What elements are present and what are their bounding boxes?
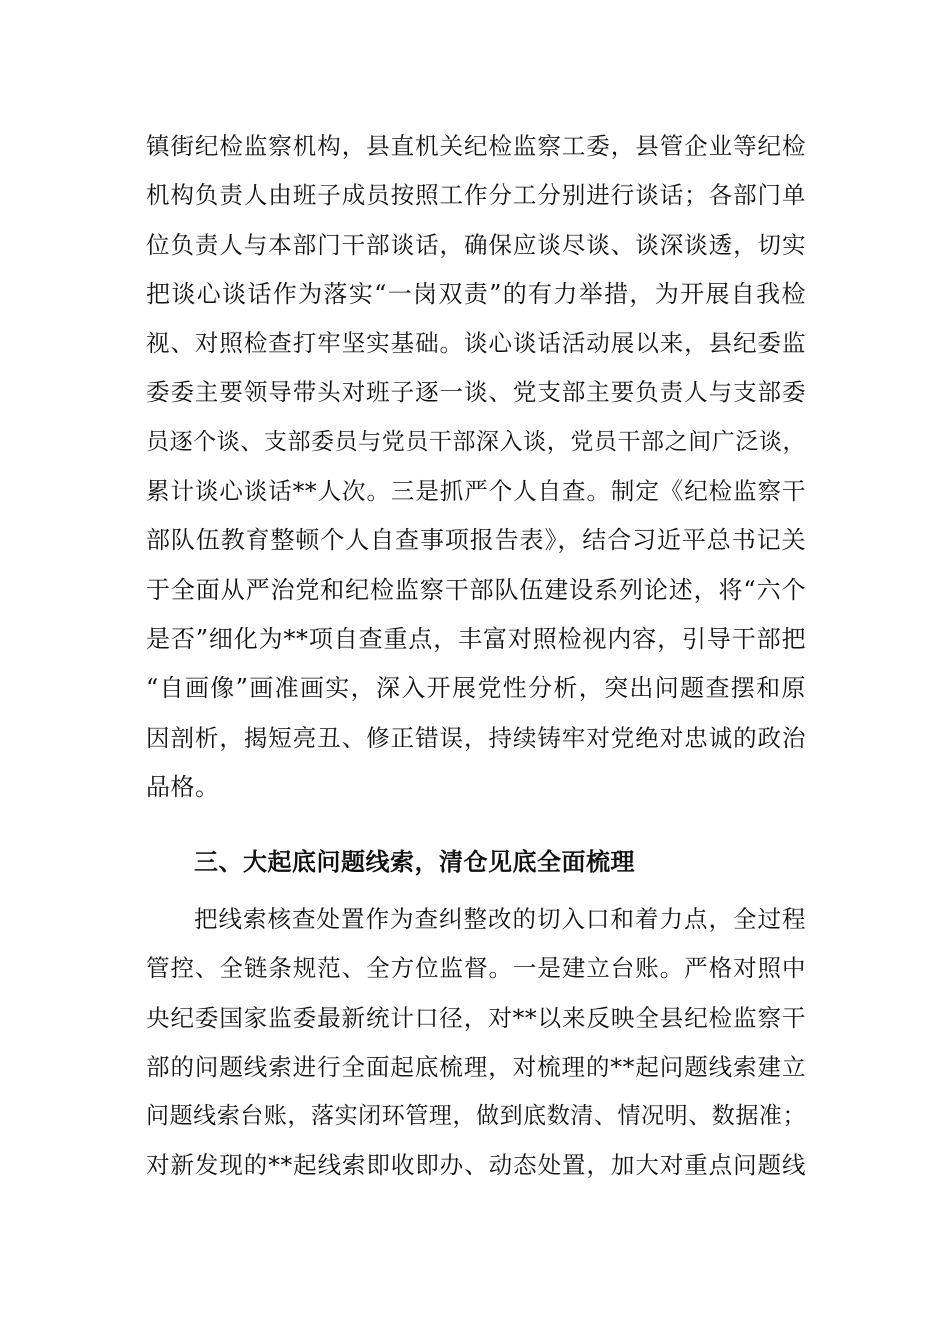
text-line: 央纪委国家监委最新统计口径，对**以来反映全县纪检监察干	[146, 1003, 806, 1032]
text-line: “自画像”画准画实，深入开展党性分析，突出问题查摆和原	[146, 674, 806, 703]
section-heading: 三、大起底问题线索，清仓见底全面梳理	[194, 848, 635, 876]
body-paragraph-2	[146, 895, 806, 1191]
text-line: 视、对照检查打牢坚实基础。谈心谈话活动展以来，县纪委监	[146, 329, 806, 358]
text-line: 把线索核查处置作为查纠整改的切入口和着力点，全过程	[194, 905, 806, 933]
text-line: 对新发现的**起线索即收即办、动态处置，加大对重点问题线	[146, 1151, 806, 1180]
text-line: 委委主要领导带头对班子逐一谈、党支部主要负责人与支部委	[146, 378, 806, 407]
body-paragraph-1	[146, 122, 806, 812]
text-line: 品格。	[146, 772, 220, 801]
text-line: 因剖析，揭短亮丑、修正错误，持续铸牢对党绝对忠诚的政治	[146, 723, 806, 752]
text-line: 把谈心谈话作为落实“一岗双责”的有力举措，为开展自我检	[146, 279, 806, 308]
text-line: 于全面从严治党和纪检监察干部队伍建设系列论述，将“六个	[146, 575, 806, 604]
text-line: 是否”细化为**项自查重点，丰富对照检视内容，引导干部把	[146, 624, 806, 653]
text-line: 部的问题线索进行全面起底梳理，对梳理的**起问题线索建立	[146, 1052, 806, 1081]
text-line: 管控、全链条规范、全方位监督。一是建立台账。严格对照中	[146, 954, 806, 983]
text-line: 位负责人与本部门干部谈话，确保应谈尽谈、谈深谈透，切实	[146, 230, 806, 259]
text-line: 镇街纪检监察机构，县直机关纪检监察工委，县管企业等纪检	[146, 132, 806, 160]
text-line: 累计谈心谈话**人次。三是抓严个人自查。制定《纪检监察干	[146, 477, 806, 506]
text-line: 员逐个谈、支部委员与党员干部深入谈，党员干部之间广泛谈，	[146, 428, 806, 455]
text-line: 问题线索台账，落实闭环管理，做到底数清、情况明、数据准；	[146, 1103, 806, 1130]
text-line: 部队伍教育整顿个人自查事项报告表》，结合习近平总书记关	[146, 526, 806, 555]
text-line: 机构负责人由班子成员按照工作分工分别进行谈话；各部门单	[146, 181, 806, 210]
